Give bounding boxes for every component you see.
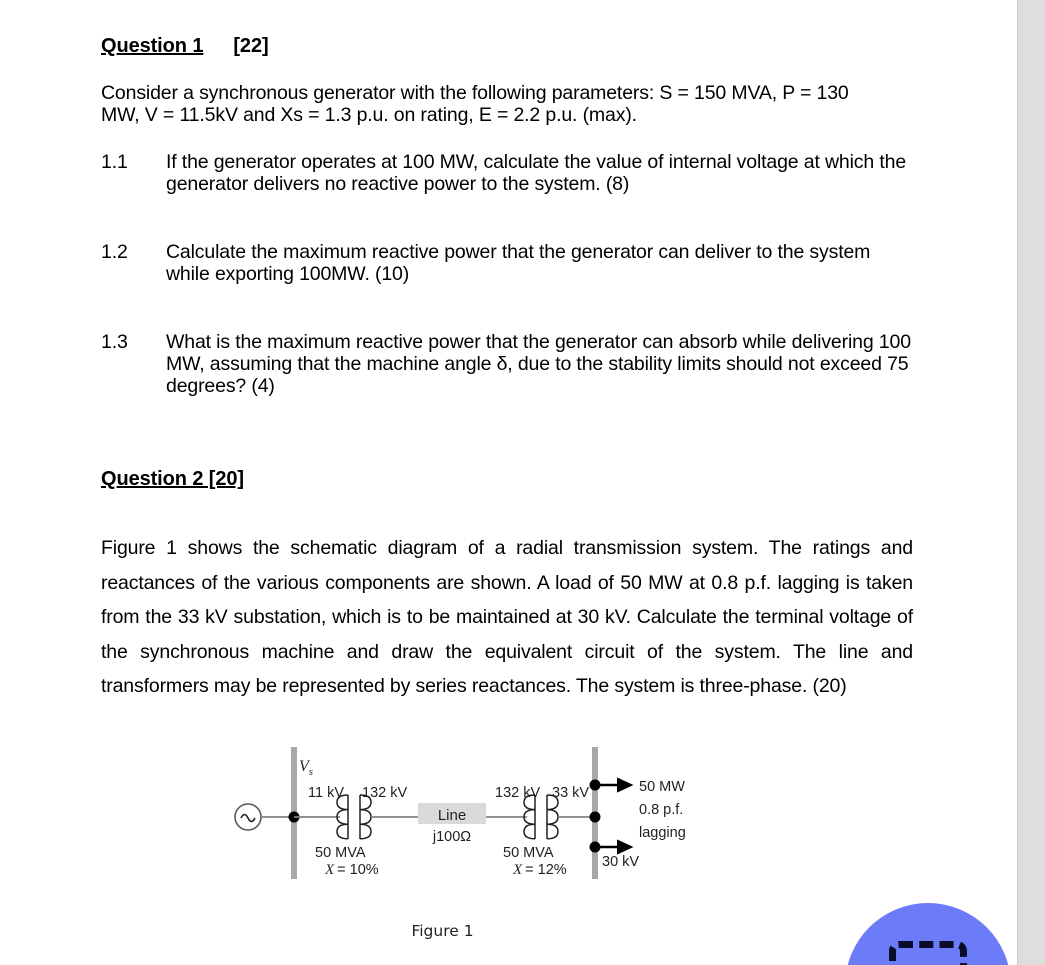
t2-secondary-kv-label: 33 kV xyxy=(552,785,590,801)
question-2-paragraph: Figure 1 shows the schematic diagram of a radial transmission system. The ratings and reactances of the various components are shown. A load of 50 MW at 0.8 p.f. lagging is taken from the 33 kV substation, which is to be maintained at 30 kV. Calculate the terminal voltage of the synchronous machine and draw the equivalent circuit of the system. The line and transformers may be represented by series reactances. The system is three-phase. (20) xyxy=(101,537,913,697)
item-text: Calculate the maximum reactive power that the generator can deliver to the system while exporting 100MW. (10) xyxy=(166,241,871,285)
question-1-heading xyxy=(101,35,269,58)
transformer-2-secondary-coil xyxy=(547,795,558,839)
t2-reactance-label: X = 12% xyxy=(513,862,567,878)
item-number: 1.3 xyxy=(101,331,128,353)
line-label: Line xyxy=(437,807,467,824)
t1-primary-kv-label: 11 kV xyxy=(308,785,345,801)
item-text: If the generator operates at 100 MW, calculate the value of internal voltage at which the generator delivers no reactive power to the system. (8) xyxy=(166,151,907,195)
t2-primary-kv-label: 132 kV xyxy=(495,785,541,801)
crop-dashed-rectangle-icon xyxy=(889,941,967,965)
line-impedance-label: j100Ω xyxy=(432,829,472,845)
t1-rating-label: 50 MVA xyxy=(315,845,366,861)
question-item-1-1 xyxy=(101,151,913,195)
t2-rating-label: 50 MVA xyxy=(503,845,554,861)
figure-caption: Figure 1 xyxy=(411,922,474,940)
t1-reactance-label: X = 10% xyxy=(325,862,379,878)
load-lagging-label: lagging xyxy=(639,825,686,841)
load-bus-node-middle xyxy=(590,812,601,823)
figure-1 xyxy=(0,735,1018,930)
vertical-scrollbar[interactable] xyxy=(1017,0,1045,965)
question-item-1-2 xyxy=(101,241,913,285)
item-number: 1.1 xyxy=(101,151,128,173)
question-2-title: Question 2 [20] xyxy=(101,468,244,490)
source-bus-voltage-label: $V_s$ xyxy=(299,758,314,778)
t1-secondary-kv-label: 132 kV xyxy=(362,785,408,801)
radial-transmission-system-diagram xyxy=(0,735,1018,925)
load-powerfactor-label: 0.8 p.f. xyxy=(639,802,684,818)
item-number: 1.2 xyxy=(101,241,128,263)
transformer-1-secondary-coil xyxy=(360,795,371,839)
load-bus-kv-label: 30 kV xyxy=(602,854,640,870)
question-2-heading xyxy=(101,468,244,491)
question-item-1-3 xyxy=(101,331,913,397)
question-1-intro-paragraph: Consider a synchronous generator with the following parameters: S = 150 MVA, P = 130 MW, V = 11.5kV and Xs = 1.3 p.u. on rating, E = 2.2 p.u. (max). xyxy=(101,82,849,126)
load-power-label: 50 MW xyxy=(639,779,685,795)
question-1-marks: [22] xyxy=(233,35,269,57)
question-1-title: Question 1 xyxy=(101,35,204,57)
item-text: What is the maximum reactive power that the generator can absorb while delivering 100 MW, assuming that the machine angle δ, due to the stability limits should not exceed 75 degrees? (4) xyxy=(166,331,911,397)
